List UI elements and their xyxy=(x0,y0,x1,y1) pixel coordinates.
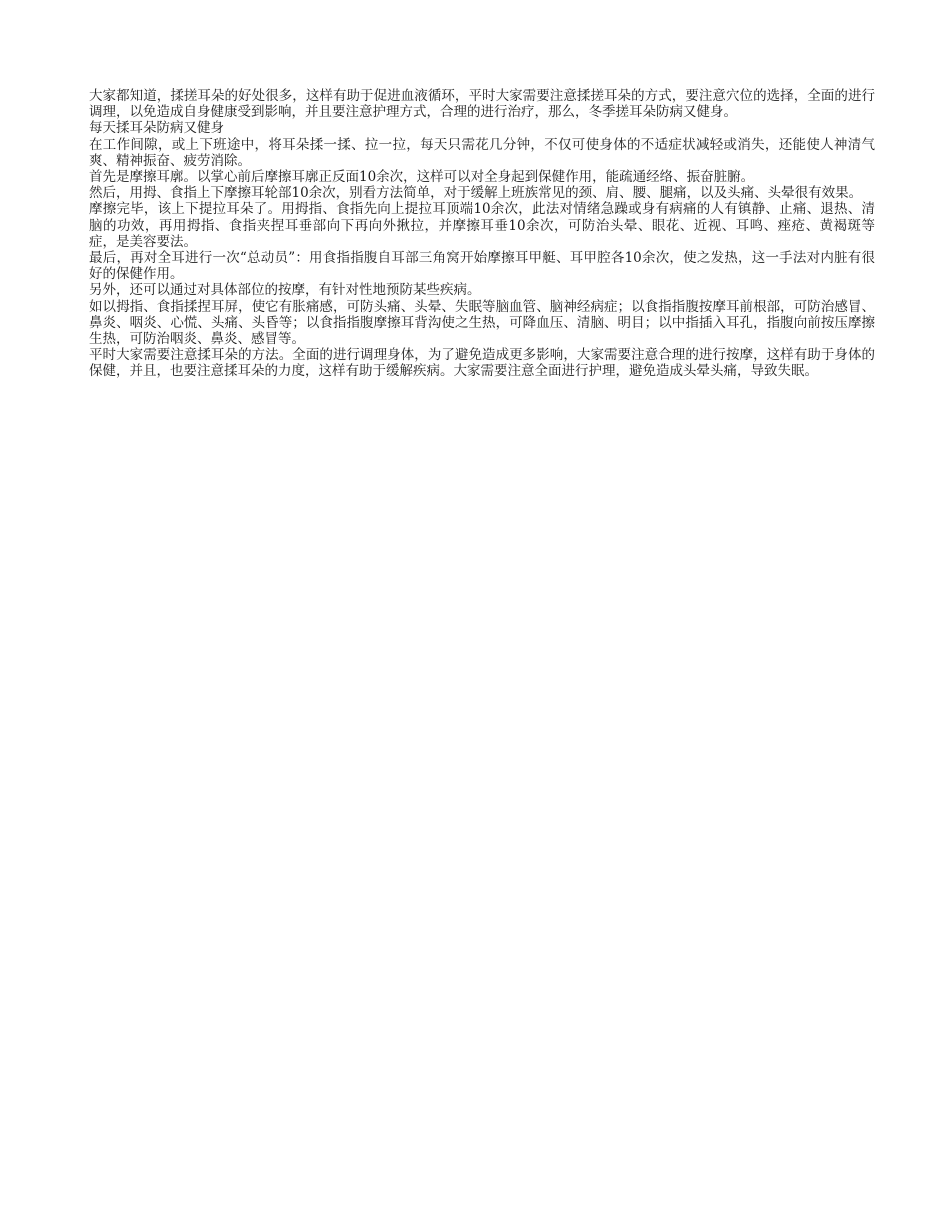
paragraph-conclusion: 平时大家需要注意揉耳朵的方法。全面的进行调理身体，为了避免造成更多影响，大家需要注意合理的进行按摩，这样有助于身体的保健，并且，也要注意揉耳朵的力度，这样有助于缓解疾病。大家需要注意全面进行护理，避免造成头晕头痛，导致失眠。 xyxy=(89,347,875,380)
intro-paragraph: 大家都知道，揉搓耳朵的好处很多，这样有助于促进血液循环，平时大家需要注意揉搓耳朵的方式，要注意穴位的选择，全面的进行调理，以免造成自身健康受到影响，并且要注意护理方式，合理的进行治疗，那么，冬季搓耳朵防病又健身。 xyxy=(89,88,875,121)
paragraph-targeted-massage: 另外，还可以通过对具体部位的按摩，有针对性地预防某些疾病。 xyxy=(89,282,481,299)
paragraph-massage-points: 如以拇指、食指揉捏耳屏，使它有胀痛感，可防头痛、头晕、失眠等脑血管、脑神经病症；以食指指腹按摩耳前根部，可防治感冒、鼻炎、咽炎、心慌、头痛、头昏等；以食指指腹摩擦耳背沟使之生热，可降血压、清脑、明目；以中指插入耳孔，指腹向前按压摩擦生热，可防治咽炎、鼻炎、感冒等。 xyxy=(89,298,875,348)
paragraph-rub-auricle: 首先是摩擦耳廓。以掌心前后摩擦耳廓正反面10余次，这样可以对全身起到保健作用，能疏通经络、振奋脏腑。 xyxy=(89,169,755,186)
paragraph-rub-helix: 然后，用拇、食指上下摩擦耳轮部10余次，别看方法简单，对于缓解上班族常见的颈、肩、腰、腿痛，以及头痛、头晕很有效果。 xyxy=(89,185,863,202)
paragraph-work-break: 在工作间隙，或上下班途中，将耳朵揉一揉、拉一拉，每天只需花几分钟，不仅可使身体的不适症状减轻或消失，还能使人神清气爽、精神振奋、疲劳消除。 xyxy=(89,136,875,169)
article-body xyxy=(89,88,875,380)
article-heading: 每天揉耳朵防病又健身 xyxy=(89,120,224,137)
paragraph-pull-ear: 摩擦完毕，该上下提拉耳朵了。用拇指、食指先向上提拉耳顶端10余次，此法对情绪急躁或身有病痛的人有镇静、止痛、退热、清脑的功效，再用拇指、食指夹捏耳垂部向下再向外揪拉，并摩擦耳垂10余次，可防治头晕、眼花、近视、耳鸣、痤疮、黄褐斑等症，是美容要法。 xyxy=(89,201,875,250)
paragraph-whole-ear: 最后，再对全耳进行一次“总动员”：用食指指腹自耳部三角窝开始摩擦耳甲艇、耳甲腔各10余次，使之发热，这一手法对内脏有很好的保健作用。 xyxy=(89,250,875,283)
